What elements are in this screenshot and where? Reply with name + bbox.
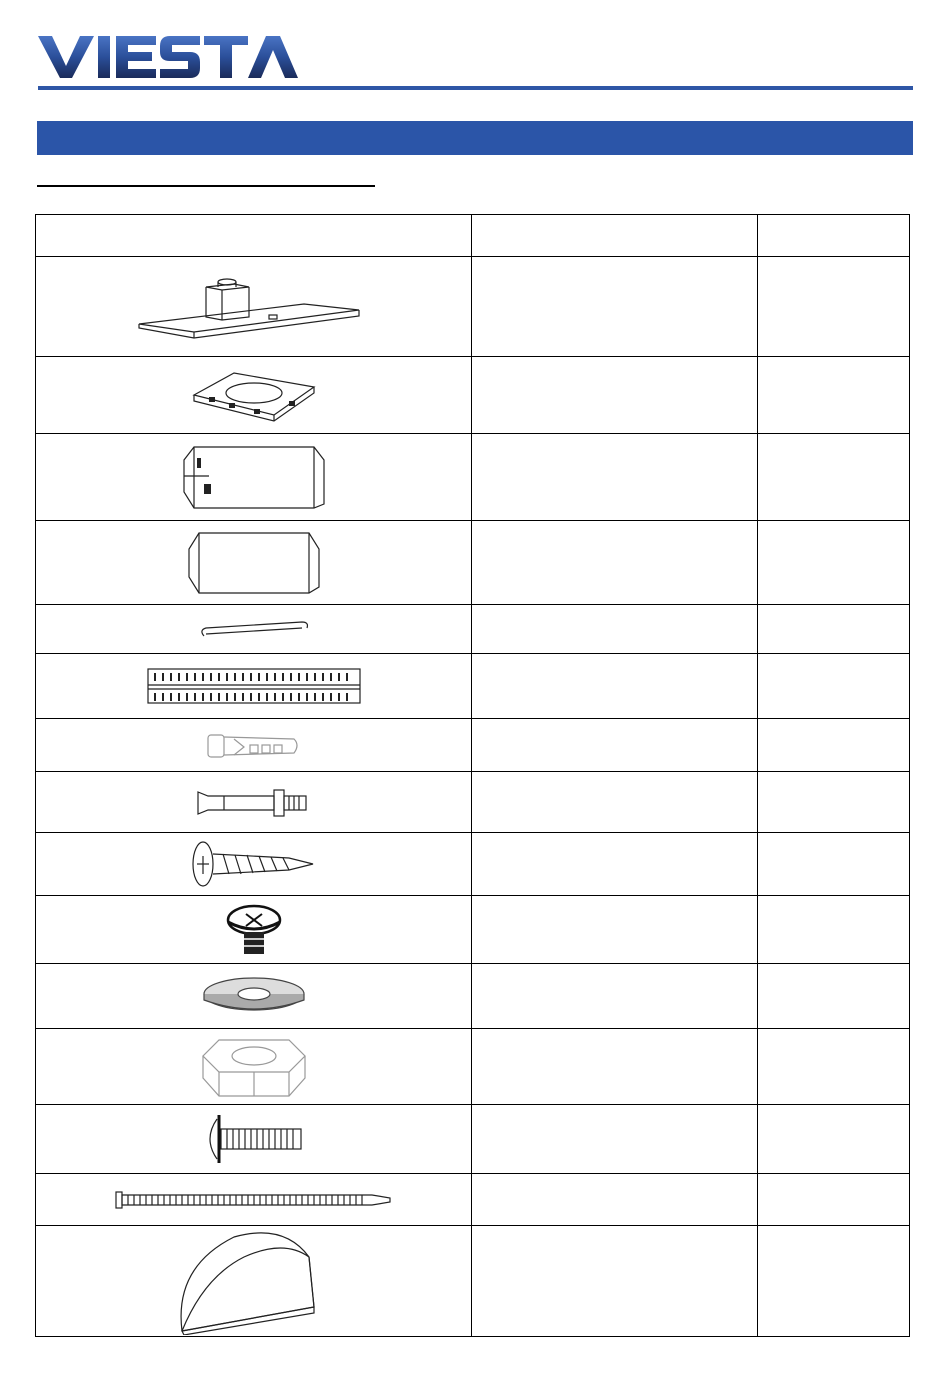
quantity-cell — [758, 605, 910, 654]
phillips-wood-screw-icon — [189, 838, 319, 890]
quantity-cell — [758, 964, 910, 1029]
section-header-bar — [37, 121, 913, 155]
long-rod-icon — [114, 1188, 394, 1212]
header-cell-quantity — [758, 215, 910, 257]
table-row — [36, 357, 910, 434]
dome-cover-icon — [174, 1227, 334, 1335]
header-cell-description — [472, 215, 758, 257]
description-cell — [472, 257, 758, 357]
description-cell — [472, 833, 758, 896]
table-row — [36, 772, 910, 833]
description-cell — [472, 605, 758, 654]
table-row — [36, 521, 910, 605]
expansion-bolt-icon — [194, 782, 314, 822]
parts-table — [35, 214, 910, 1337]
table-row — [36, 896, 910, 964]
quantity-cell — [758, 1105, 910, 1174]
base-plate-with-motor-box-icon — [134, 262, 374, 352]
description-cell — [472, 1029, 758, 1105]
quantity-cell — [758, 257, 910, 357]
square-bracket-icon — [189, 365, 319, 425]
subheading-underline — [37, 185, 375, 187]
description-cell — [472, 357, 758, 434]
machine-screw-icon — [199, 1111, 309, 1167]
table-row — [36, 434, 910, 521]
table-row — [36, 257, 910, 357]
table-row — [36, 719, 910, 772]
s-hook-icon — [194, 614, 314, 644]
quantity-cell — [758, 833, 910, 896]
description-cell — [472, 719, 758, 772]
header-cell-picture — [36, 215, 472, 257]
lower-chimney-rect-icon — [184, 529, 324, 597]
table-row — [36, 833, 910, 896]
quantity-cell — [758, 1174, 910, 1226]
quantity-cell — [758, 357, 910, 434]
quantity-cell — [758, 521, 910, 605]
brand-rule — [38, 86, 913, 90]
table-row — [36, 1174, 910, 1226]
description-cell — [472, 654, 758, 719]
quantity-cell — [758, 1226, 910, 1337]
description-cell — [472, 1105, 758, 1174]
quantity-cell — [758, 654, 910, 719]
quantity-cell — [758, 719, 910, 772]
upper-chimney-rect-icon — [179, 442, 329, 512]
description-cell — [472, 964, 758, 1029]
quantity-cell — [758, 1029, 910, 1105]
table-row — [36, 964, 910, 1029]
description-cell — [472, 896, 758, 964]
quantity-cell — [758, 772, 910, 833]
table-row — [36, 1105, 910, 1174]
washer-icon — [199, 974, 309, 1018]
description-cell — [472, 521, 758, 605]
description-cell — [472, 772, 758, 833]
table-row — [36, 654, 910, 719]
description-cell — [472, 1226, 758, 1337]
threaded-rod-icon — [144, 663, 364, 709]
viesta-logo — [38, 32, 298, 82]
hex-nut-icon — [199, 1034, 309, 1100]
table-row — [36, 1029, 910, 1105]
table-header-row — [36, 215, 910, 257]
table-row — [36, 605, 910, 654]
table-row — [36, 1226, 910, 1337]
description-cell — [472, 434, 758, 521]
quantity-cell — [758, 896, 910, 964]
quantity-cell — [758, 434, 910, 521]
pan-head-screw-icon — [224, 902, 284, 958]
wall-anchor-icon — [204, 725, 304, 765]
description-cell — [472, 1174, 758, 1226]
